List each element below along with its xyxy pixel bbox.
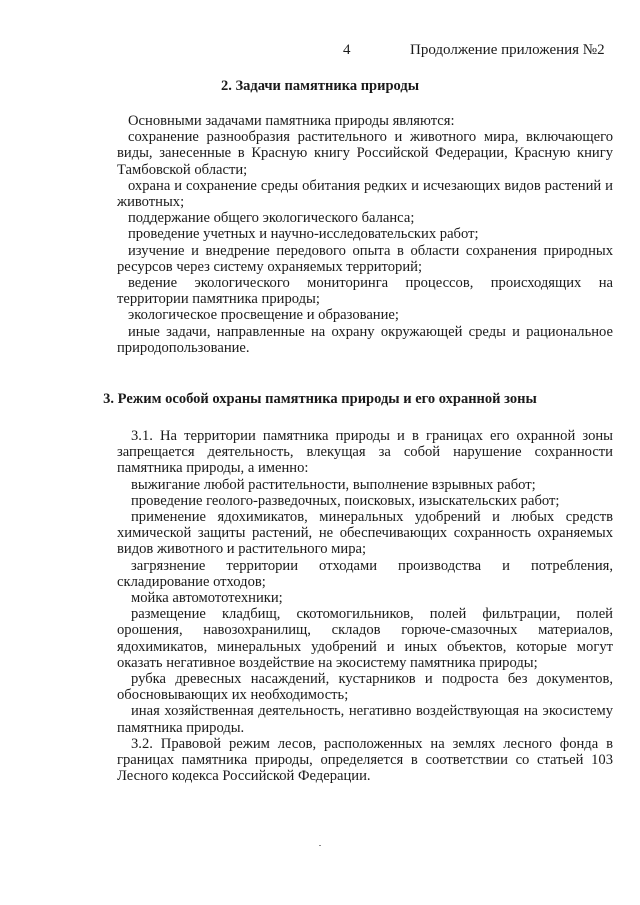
page-number: 4 — [343, 42, 351, 58]
paragraph: охрана и сохранение среды обитания редких и исчезающих видов растений и животных; — [117, 177, 613, 211]
paragraph: изучение и внедрение передового опыта в области сохранения природных ресурсов через систему охраняемых территорий; — [117, 242, 613, 275]
paragraph: проведение учетных и научно-исследовательских работ; — [128, 226, 479, 243]
paragraph: экологическое просвещение и образование; — [128, 307, 399, 324]
section-3-heading: 3. Режим особой охраны памятника природы и его охранной зоны — [103, 391, 537, 407]
paragraph: применение ядохимикатов, минеральных удобрений и любых средств химической защиты растений, не обеспечивающих сохранность охраняемых видов животного и растительного мира; — [117, 509, 613, 558]
paragraph: иные задачи, направленные на охрану окружающей среды и рациональное природопользование. — [117, 323, 613, 356]
paragraph: проведение геолого-разведочных, поисковых, изыскательских работ; — [131, 492, 560, 509]
page-header — [0, 42, 640, 62]
paragraph: поддержание общего экологического баланса; — [128, 210, 415, 227]
section-3-body — [117, 428, 613, 784]
paragraph: размещение кладбищ, скотомогильников, полей фильтрации, полей орошения, навозохранилищ, складов горюче-смазочных материалов, ядохимикатов, минеральных удобрений и иных объектов, которые могут оказать негативное воздействие на экосистему памятника природы; — [117, 606, 613, 671]
paragraph: сохранение разнообразия растительного и животного мира, включающего виды, занесенные в Красную книгу Российской Федерации, Красную книгу Тамбовской области; — [117, 129, 613, 178]
paragraph: 3.2. Правовой режим лесов, расположенных на землях лесного фонда в границах памятника природы, определяется в соответствии со статьей 103 Лесного кодекса Российской Федерации. — [117, 735, 613, 785]
paragraph: 3.1. На территории памятника природы и в границах его охранной зоны запрещается деятельность, влекущая за собой нарушение сохранности памятника природы, а именно: — [117, 428, 613, 477]
paragraph: загрязнение территории отходами производства и потребления, складирование отходов; — [117, 557, 613, 590]
paragraph: мойка автомототехники; — [131, 590, 283, 607]
paragraph: Основными задачами памятника природы являются: — [128, 113, 455, 129]
paragraph: иная хозяйственная деятельность, негативно воздействующая на экосистему памятника природы. — [117, 703, 613, 736]
paragraph: выжигание любой растительности, выполнение взрывных работ; — [131, 476, 536, 493]
paragraph: рубка древесных насаждений, кустарников и подроста без документов, обосновывающих их необходимость; — [117, 671, 613, 704]
appendix-continuation-label: Продолжение приложения №2 — [410, 42, 605, 58]
paragraph: ведение экологического мониторинга процессов, происходящих на территории памятника природы; — [117, 275, 613, 308]
scan-speck — [319, 845, 321, 846]
section-2-heading: 2. Задачи памятника природы — [220, 78, 420, 94]
section-2-body — [117, 113, 613, 356]
